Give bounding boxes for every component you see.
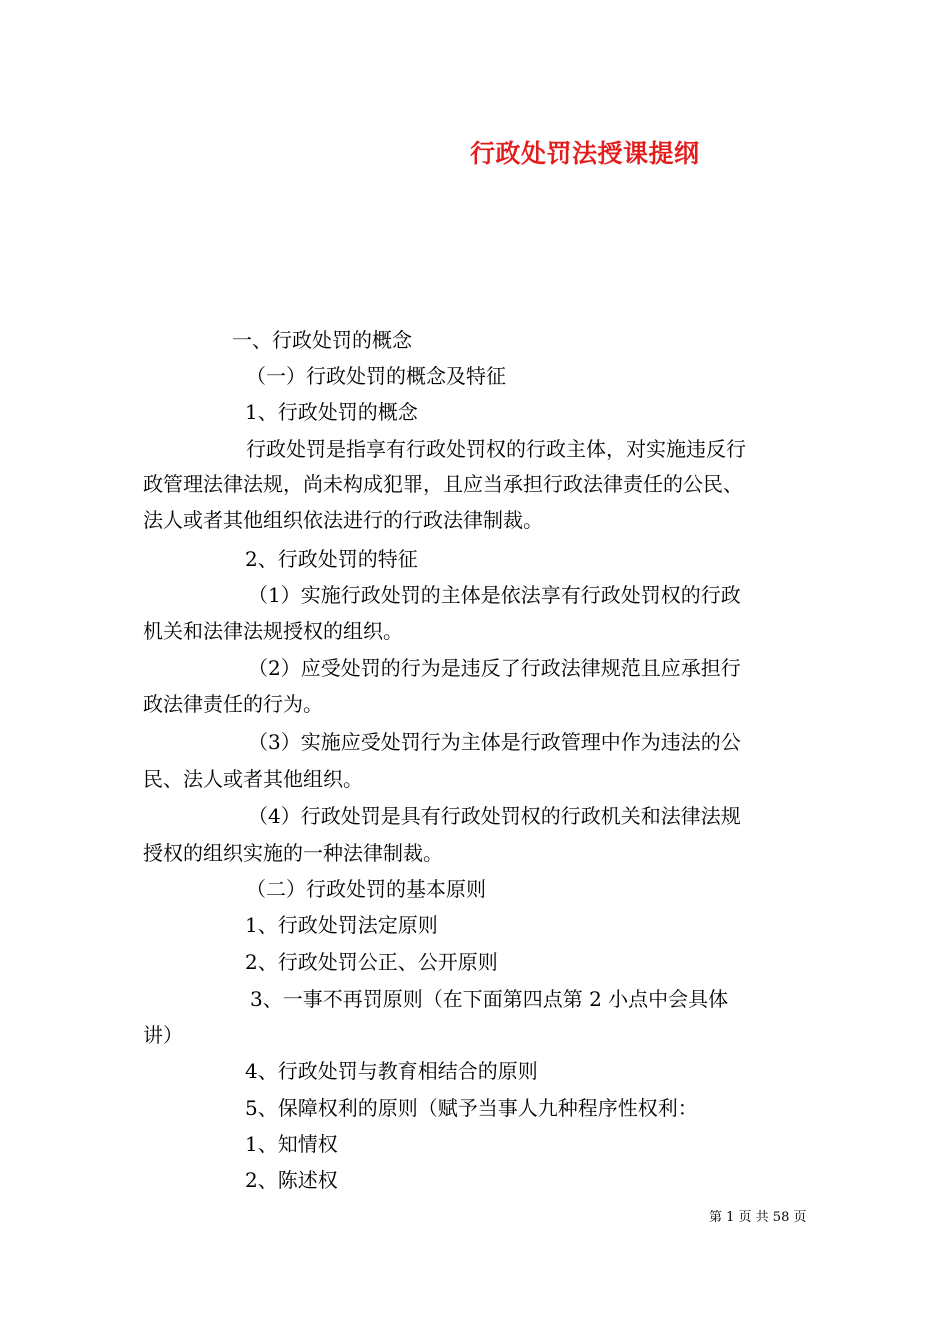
- paragraph-line: 民、法人或者其他组织。: [143, 767, 363, 791]
- principle-item: 4、行政处罚与教育相结合的原则: [245, 1059, 538, 1083]
- paragraph-line: 讲）: [143, 1023, 183, 1047]
- principle-item: 2、行政处罚公正、公开原则: [245, 950, 498, 974]
- principle-item: 1、行政处罚法定原则: [245, 913, 438, 937]
- paragraph-line: （3）实施应受处罚行为主体是行政管理中作为违法的公: [248, 730, 741, 754]
- document-title: 行政处罚法授课提纲: [470, 139, 700, 168]
- right-item: 2、陈述权: [245, 1168, 338, 1192]
- principle-item: 5、保障权利的原则（赋予当事人九种程序性权利：: [245, 1096, 698, 1120]
- item-heading: 2、行政处罚的特征: [245, 547, 418, 571]
- paragraph-line: （1）实施行政处罚的主体是依法享有行政处罚权的行政: [248, 583, 741, 607]
- subsection-heading: （二）行政处罚的基本原则: [246, 877, 486, 901]
- paragraph-line: 行政处罚是指享有行政处罚权的行政主体，对实施违反行: [246, 437, 746, 461]
- paragraph-line: （2）应受处罚的行为是违反了行政法律规范且应承担行: [248, 656, 741, 680]
- page-number-footer: 第 1 页 共 58 页: [709, 1210, 807, 1225]
- principle-item: 3、一事不再罚原则（在下面第四点第 2 小点中会具体: [250, 987, 729, 1011]
- paragraph-line: 政管理法律法规，尚未构成犯罪，且应当承担行政法律责任的公民、: [143, 472, 743, 496]
- paragraph-line: 授权的组织实施的一种法律制裁。: [143, 841, 443, 865]
- right-item: 1、知情权: [245, 1132, 338, 1156]
- paragraph-line: 法人或者其他组织依法进行的行政法律制裁。: [143, 508, 543, 532]
- section-heading: 一、行政处罚的概念: [232, 328, 412, 352]
- subsection-heading: （一）行政处罚的概念及特征: [246, 364, 506, 388]
- paragraph-line: 机关和法律法规授权的组织。: [143, 619, 403, 643]
- paragraph-line: 政法律责任的行为。: [143, 692, 323, 716]
- paragraph-line: （4）行政处罚是具有行政处罚权的行政机关和法律法规: [248, 804, 741, 828]
- item-heading: 1、行政处罚的概念: [245, 400, 418, 424]
